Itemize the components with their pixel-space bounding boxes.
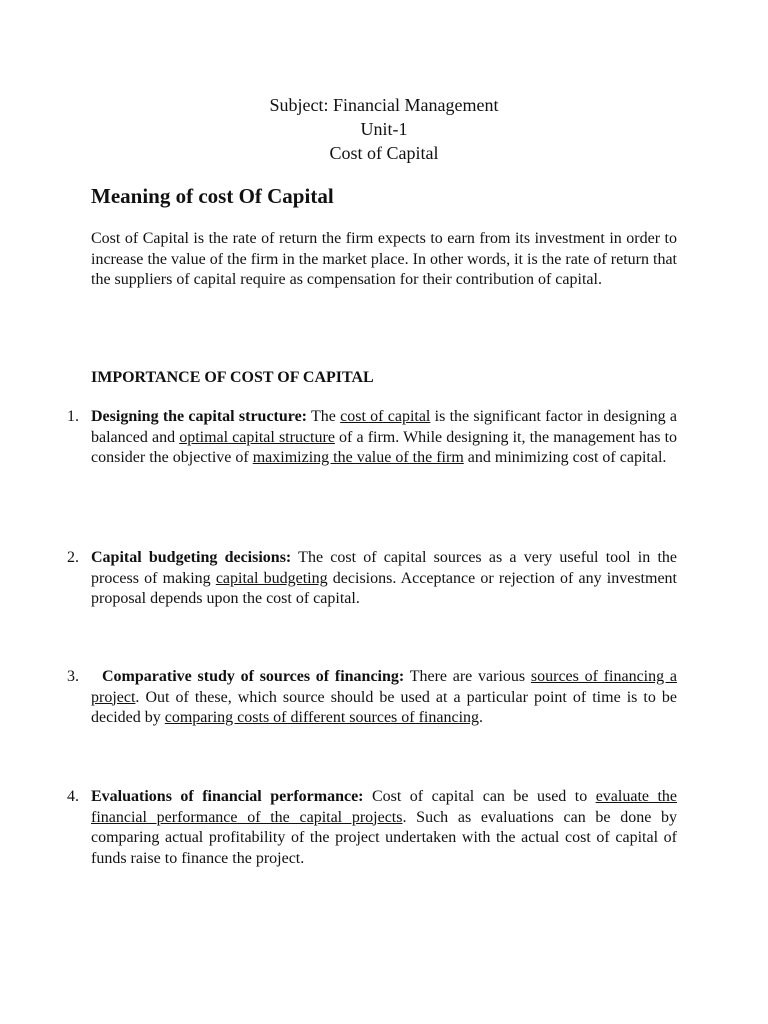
unit-line: Unit-1 [360,119,408,139]
underlined-phrase: evaluate the financial performance of the capital projects [91,788,678,826]
meaning-heading: Meaning of cost Of Capital [91,184,334,208]
underlined-phrase: optimal capital structure [179,428,335,446]
subject-line: Subject: Financial Management [269,95,499,115]
item-number: 2. [67,549,79,566]
item-text: and minimizing cost of capital. [463,449,667,466]
underlined-phrase: comparing costs of different sources of financing [164,709,480,726]
item-text: . [479,709,484,726]
item-text: . Such as evaluations can be done by comparing actual profitability of the project undertaken with the actual cost of capital of funds raise to finance the project. [91,808,677,867]
item-number: 3. [67,668,79,685]
underlined-phrase: capital budgeting [215,569,328,587]
item-lead: Evaluations of financial performance: [91,788,364,805]
meaning-paragraph: Cost of Capital is the rate of return the firm expects to earn from its investment in order to increase the value of the firm in the market place. In other words, it is the rate of return that the suppliers of capital require as compensation for their contribution of capital. [91,230,677,288]
importance-item-2 [91,548,677,610]
importance-item-4 [91,787,677,869]
item-text: The [307,408,341,425]
underlined-phrase: maximizing the value of the firm [252,449,464,466]
item-text: The cost of capital sources as a very useful tool in the process of making [91,549,678,587]
underlined-phrase: cost of capital [340,408,431,425]
underlined-phrase: sources of financing a project [91,668,677,706]
importance-item-1 [91,407,677,469]
item-text: of a firm. While designing it, the management has to consider the objective of [91,428,678,466]
item-lead: Comparative study of sources of financing: [102,668,405,685]
topic-line: Cost of Capital [329,143,439,163]
item-text: Cost of capital can be used to [363,788,596,805]
item-number: 1. [67,408,79,425]
item-text: is the significant factor in designing a balanced and [91,408,678,446]
item-text: decisions. Acceptance or rejection of any investment proposal depends upon the cost of capital. [91,569,677,607]
importance-title: IMPORTANCE OF COST OF CAPITAL [91,369,374,386]
importance-item-3 [91,667,677,729]
item-lead: Designing the capital structure: [91,408,308,425]
item-lead: Capital budgeting decisions: [91,549,292,566]
item-text: There are various [404,668,531,685]
document-header [0,93,768,165]
item-text: . Out of these, which source should be used at a particular point of time is to be decided by [91,688,677,726]
item-number: 4. [67,788,79,805]
